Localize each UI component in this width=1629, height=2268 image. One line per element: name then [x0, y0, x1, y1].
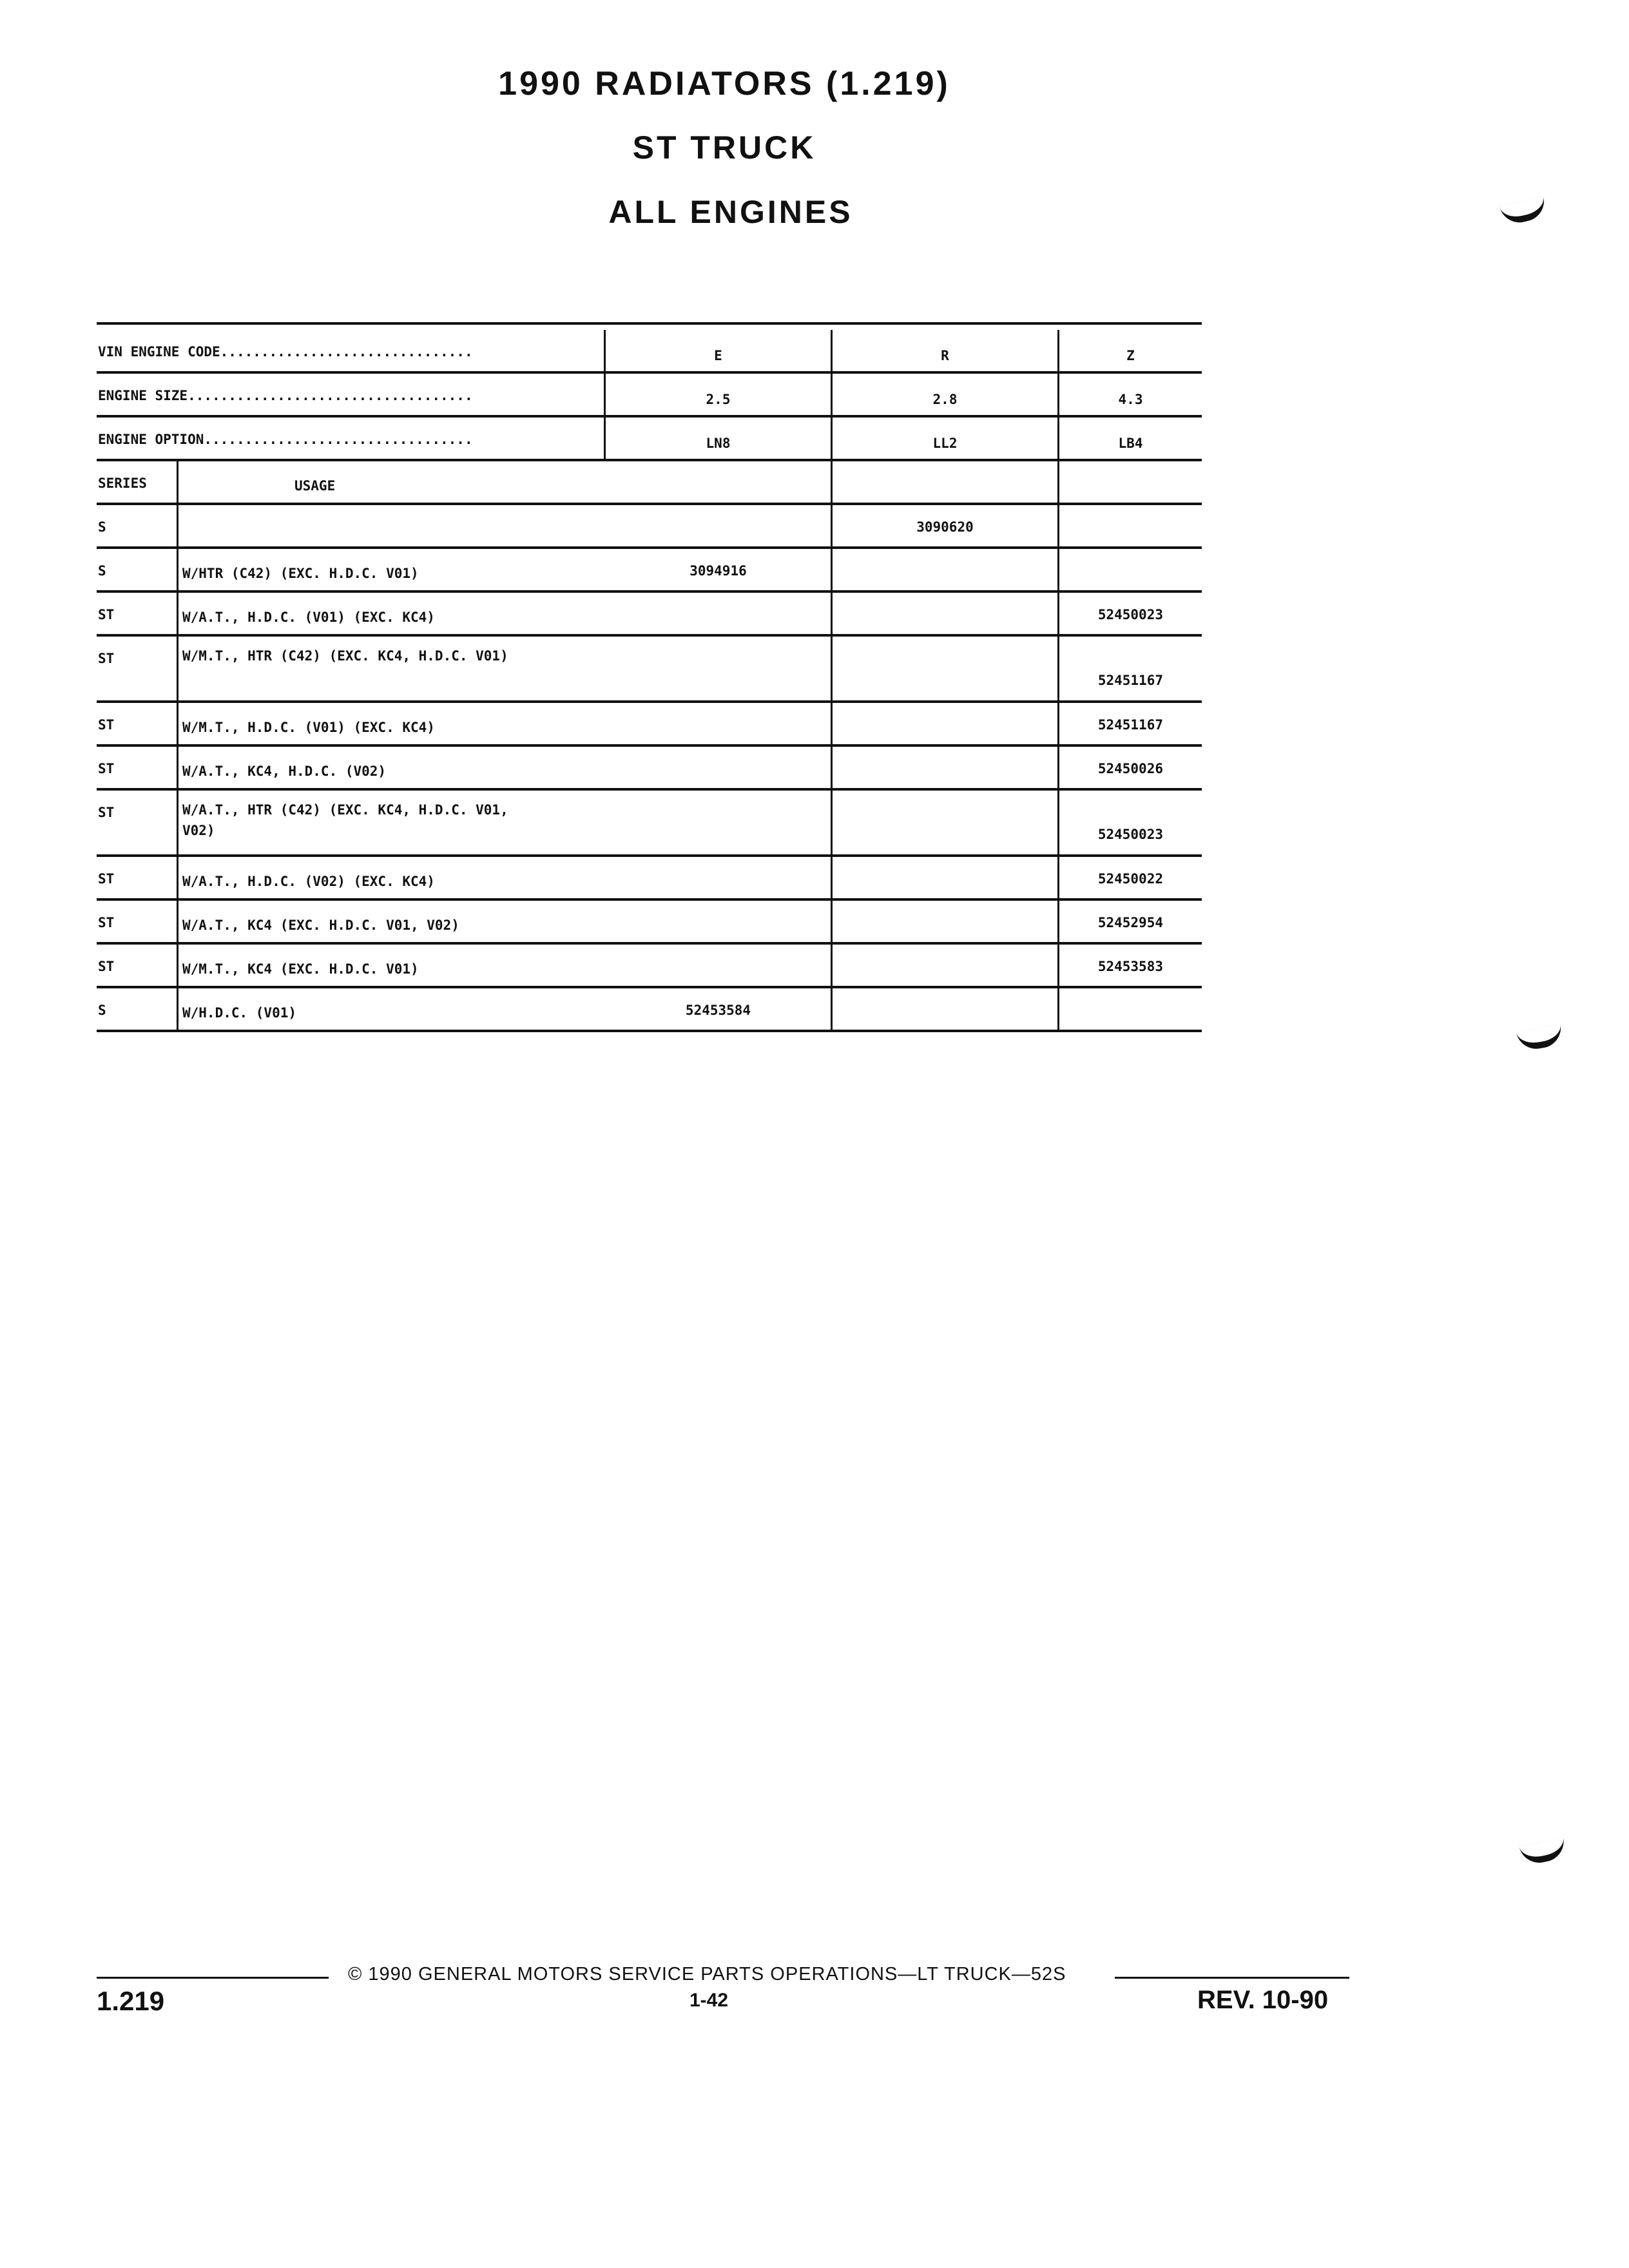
usage-cell: W/HTR (C42) (EXC. H.D.C. V01) — [177, 549, 606, 590]
part-number-r — [833, 901, 1059, 942]
engine-size-z: 4.3 — [1118, 392, 1143, 407]
table-top-rule — [97, 322, 1202, 325]
table-row — [97, 593, 1202, 637]
table-row — [97, 945, 1202, 988]
part-number-z: 52451167 — [1097, 673, 1163, 688]
engine-size-r: 2.8 — [833, 374, 1059, 415]
part-number-e: 3094916 — [606, 549, 833, 590]
part-number-z: 52450023 — [1097, 827, 1163, 842]
part-number-z: 52450026 — [1097, 761, 1163, 776]
series-cell: S — [98, 563, 106, 579]
usage-cell: W/A.T., KC4 (EXC. H.D.C. V01, V02) — [177, 901, 606, 942]
part-number-e — [606, 637, 833, 700]
series-cell: S — [98, 1003, 106, 1018]
column-header-row — [97, 461, 1202, 505]
leader-dots: ............................... — [220, 344, 473, 360]
vin-engine-code-label: VIN ENGINE CODE — [98, 344, 220, 360]
part-number-z: 52453583 — [1097, 959, 1163, 974]
engine-size-e: 2.5 — [606, 374, 833, 415]
series-cell: ST — [98, 717, 115, 733]
usage-cell: W/M.T., KC4 (EXC. H.D.C. V01) — [177, 945, 606, 986]
section-number: 1.219 — [97, 1986, 165, 2016]
leader-dots: ................................... — [188, 388, 473, 403]
part-number-r — [833, 637, 1059, 700]
series-cell: ST — [98, 761, 115, 776]
table-row — [97, 747, 1202, 791]
part-number-e — [606, 945, 833, 986]
vin-code-e: E — [606, 330, 833, 371]
page-number: 1-42 — [689, 1990, 729, 2011]
table-row — [97, 549, 1202, 593]
part-number-r — [833, 857, 1059, 898]
part-number-r — [833, 549, 1059, 590]
vin-code-r: R — [833, 330, 1059, 371]
part-number-e — [606, 791, 833, 854]
table-row — [97, 901, 1202, 945]
usage-header: USAGE — [177, 461, 606, 503]
copyright-notice: © 1990 GENERAL MOTORS SERVICE PARTS OPERATIONS—LT TRUCK—52S — [348, 1964, 1066, 1984]
series-cell: ST — [98, 915, 115, 930]
part-number-z — [1059, 988, 1202, 1030]
usage-cell: W/M.T., HTR (C42) (EXC. KC4, H.D.C. V01) — [177, 637, 512, 700]
series-cell: ST — [98, 651, 115, 666]
part-number-r — [833, 988, 1059, 1030]
part-number-r: 3090620 — [833, 505, 1059, 546]
part-number-e: 52453584 — [606, 988, 833, 1030]
revision-label: REV. 10-90 — [1197, 1986, 1329, 2014]
footer-rule-left — [97, 1977, 329, 1979]
engine-option-label: ENGINE OPTION — [98, 432, 204, 447]
part-number-r — [833, 747, 1059, 788]
usage-cell: W/A.T., H.D.C. (V02) (EXC. KC4) — [177, 857, 606, 898]
part-number-z: 52450023 — [1097, 607, 1163, 622]
page-subtitle: ST TRUCK — [632, 130, 816, 166]
table-row — [97, 857, 1202, 901]
engine-option-r: LL2 — [833, 418, 1059, 459]
series-header: SERIES — [98, 476, 147, 491]
series-cell: ST — [98, 805, 115, 820]
engine-size-row — [97, 374, 1202, 418]
table-row — [97, 505, 1202, 549]
part-number-z: 52450022 — [1097, 871, 1163, 887]
part-number-e — [606, 747, 833, 788]
usage-cell: W/H.D.C. (V01) — [177, 988, 606, 1030]
usage-cell: W/A.T., HTR (C42) (EXC. KC4, H.D.C. V01, V02) — [177, 791, 512, 854]
page-title: 1990 RADIATORS (1.219) — [498, 65, 950, 102]
table-row — [97, 637, 1202, 703]
series-cell: ST — [98, 871, 115, 887]
part-number-z: 52451167 — [1097, 717, 1163, 733]
part-number-z — [1059, 505, 1202, 546]
radiator-parts-table — [97, 322, 1202, 1032]
usage-cell: W/M.T., H.D.C. (V01) (EXC. KC4) — [177, 703, 606, 744]
table-row — [97, 791, 1202, 857]
part-number-r — [833, 945, 1059, 986]
part-number-r — [833, 593, 1059, 634]
part-number-e — [606, 901, 833, 942]
usage-cell: W/A.T., H.D.C. (V01) (EXC. KC4) — [177, 593, 606, 634]
engine-option-e: LN8 — [606, 418, 833, 459]
series-cell: ST — [98, 959, 115, 974]
engine-size-label: ENGINE SIZE — [98, 388, 188, 403]
vin-code-z: Z — [1126, 348, 1135, 363]
vin-engine-code-row — [97, 330, 1202, 374]
part-number-e — [606, 703, 833, 744]
engine-option-row — [97, 418, 1202, 461]
engines-heading: ALL ENGINES — [608, 194, 853, 230]
series-cell: ST — [98, 607, 115, 622]
binder-mark — [1516, 1024, 1564, 1052]
footer-rule-right — [1115, 1977, 1349, 1979]
series-cell: S — [98, 519, 106, 535]
usage-cell — [177, 505, 606, 546]
usage-cell: W/A.T., KC4, H.D.C. (V02) — [177, 747, 606, 788]
part-number-r — [833, 703, 1059, 744]
part-number-z — [1059, 549, 1202, 590]
part-number-e — [606, 593, 833, 634]
engine-option-z: LB4 — [1118, 436, 1143, 451]
part-number-z: 52452954 — [1097, 915, 1163, 930]
part-number-e — [606, 857, 833, 898]
binder-mark — [1519, 1837, 1567, 1867]
table-row — [97, 988, 1202, 1032]
table-row — [97, 703, 1202, 747]
part-number-e — [606, 505, 833, 546]
part-number-r — [833, 791, 1059, 854]
leader-dots: ................................. — [204, 432, 473, 447]
